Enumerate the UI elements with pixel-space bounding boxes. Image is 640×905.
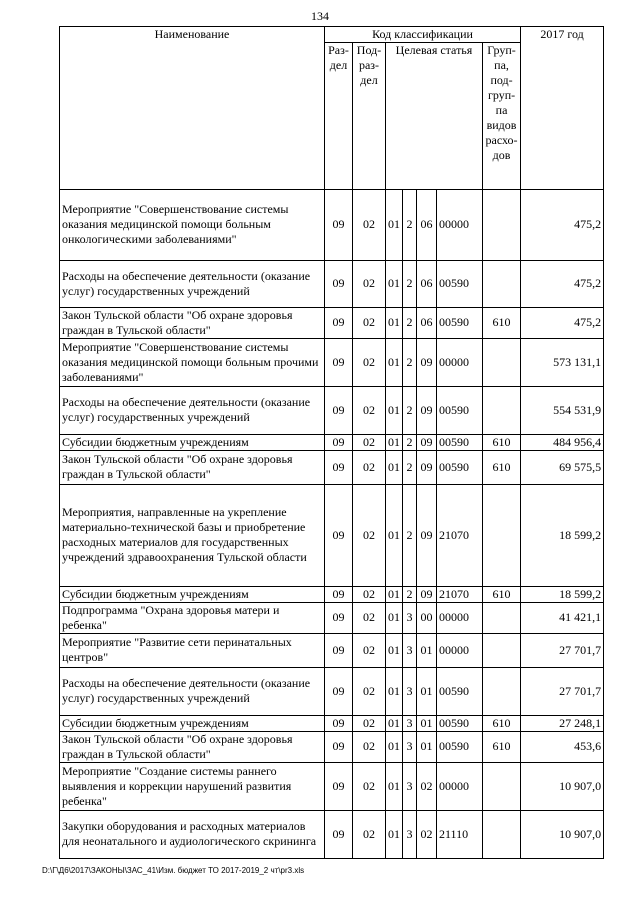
cell-podrazdel: 02 [353, 602, 386, 633]
cell-amount: 27 701,7 [521, 633, 604, 667]
cell-t4: 21070 [437, 586, 483, 602]
table-row [60, 434, 604, 450]
cell-t2: 3 [403, 602, 417, 633]
cell-t3: 09 [417, 338, 437, 386]
cell-podrazdel: 02 [353, 715, 386, 731]
cell-t1: 01 [386, 450, 403, 484]
cell-t4: 00000 [437, 602, 483, 633]
cell-amount: 27 701,7 [521, 667, 604, 715]
cell-t2: 3 [403, 731, 417, 762]
page-number: 134 [311, 9, 329, 23]
cell-razdel: 09 [325, 633, 353, 667]
cell-razdel: 09 [325, 484, 353, 586]
cell-t4: 00590 [437, 386, 483, 434]
cell-amount: 573 131,1 [521, 338, 604, 386]
cell-name: Субсидии бюджетным учреждениям [60, 434, 325, 450]
cell-t2: 3 [403, 762, 417, 810]
cell-name: Мероприятие "Создание системы раннего выявления и коррекции нарушений развития ребенка" [60, 762, 325, 810]
cell-group [483, 260, 521, 307]
header-row-1 [60, 27, 604, 43]
cell-group: 610 [483, 450, 521, 484]
table-row [60, 586, 604, 602]
cell-t1: 01 [386, 602, 403, 633]
cell-amount: 475,2 [521, 189, 604, 260]
cell-t4: 00590 [437, 260, 483, 307]
cell-t1: 01 [386, 715, 403, 731]
cell-t3: 09 [417, 386, 437, 434]
header-group: Груп- па, под- груп- па видов расхо- дов [483, 43, 521, 190]
cell-razdel: 09 [325, 450, 353, 484]
cell-amount: 18 599,2 [521, 484, 604, 586]
cell-t1: 01 [386, 633, 403, 667]
cell-name: Субсидии бюджетным учреждениям [60, 715, 325, 731]
table-row [60, 667, 604, 715]
cell-t2: 2 [403, 450, 417, 484]
cell-group: 610 [483, 715, 521, 731]
cell-amount: 69 575,5 [521, 450, 604, 484]
cell-podrazdel: 02 [353, 260, 386, 307]
cell-razdel: 09 [325, 386, 353, 434]
cell-t2: 2 [403, 386, 417, 434]
cell-group: 610 [483, 731, 521, 762]
table-row [60, 307, 604, 338]
cell-podrazdel: 02 [353, 386, 386, 434]
cell-name: Субсидии бюджетным учреждениям [60, 586, 325, 602]
cell-amount: 10 907,0 [521, 810, 604, 858]
cell-t3: 01 [417, 731, 437, 762]
cell-t1: 01 [386, 189, 403, 260]
header-podrazdel: Под- раз- дел [353, 43, 386, 190]
cell-name: Мероприятия, направленные на укрепление материально-технической базы и приобретение расходных материалов для государственных учреждений здравоохранения Тульской области [60, 484, 325, 586]
table-row [60, 338, 604, 386]
cell-amount: 41 421,1 [521, 602, 604, 633]
cell-t1: 01 [386, 810, 403, 858]
header-razdel: Раз- дел [325, 43, 353, 190]
cell-razdel: 09 [325, 189, 353, 260]
cell-t2: 2 [403, 189, 417, 260]
cell-razdel: 09 [325, 338, 353, 386]
table-row [60, 602, 604, 633]
cell-group [483, 602, 521, 633]
cell-t2: 2 [403, 484, 417, 586]
cell-podrazdel: 02 [353, 434, 386, 450]
cell-t3: 09 [417, 434, 437, 450]
header-year: 2017 год [521, 27, 604, 190]
cell-name: Закупки оборудования и расходных материалов для неонатального и аудиологического скрининга [60, 810, 325, 858]
table-row [60, 484, 604, 586]
cell-name: Расходы на обеспечение деятельности (оказание услуг) государственных учреждений [60, 667, 325, 715]
cell-t2: 2 [403, 434, 417, 450]
table-row [60, 386, 604, 434]
cell-t2: 3 [403, 633, 417, 667]
cell-podrazdel: 02 [353, 307, 386, 338]
header-code: Код классификации [325, 27, 521, 43]
cell-podrazdel: 02 [353, 810, 386, 858]
cell-t1: 01 [386, 667, 403, 715]
table-row [60, 260, 604, 307]
table-row [60, 731, 604, 762]
cell-t3: 02 [417, 810, 437, 858]
cell-amount: 453,6 [521, 731, 604, 762]
cell-amount: 10 907,0 [521, 762, 604, 810]
cell-group [483, 189, 521, 260]
cell-t2: 3 [403, 810, 417, 858]
cell-t3: 09 [417, 484, 437, 586]
cell-podrazdel: 02 [353, 338, 386, 386]
header-name: Наименование [60, 27, 325, 190]
cell-t4: 00000 [437, 762, 483, 810]
cell-t4: 00590 [437, 667, 483, 715]
cell-t1: 01 [386, 484, 403, 586]
cell-razdel: 09 [325, 434, 353, 450]
cell-name: Закон Тульской области "Об охране здоровья граждан в Тульской области" [60, 307, 325, 338]
cell-amount: 475,2 [521, 307, 604, 338]
cell-razdel: 09 [325, 667, 353, 715]
cell-podrazdel: 02 [353, 484, 386, 586]
cell-t3: 00 [417, 602, 437, 633]
cell-podrazdel: 02 [353, 731, 386, 762]
budget-table [59, 26, 604, 859]
table-row [60, 189, 604, 260]
cell-name: Мероприятие "Развитие сети перинатальных центров" [60, 633, 325, 667]
cell-t3: 06 [417, 307, 437, 338]
cell-name: Расходы на обеспечение деятельности (оказание услуг) государственных учреждений [60, 386, 325, 434]
cell-amount: 475,2 [521, 260, 604, 307]
cell-t1: 01 [386, 386, 403, 434]
cell-t3: 06 [417, 189, 437, 260]
cell-podrazdel: 02 [353, 762, 386, 810]
cell-name: Мероприятие "Совершенствование системы оказания медицинской помощи больным прочими заболеваниями" [60, 338, 325, 386]
cell-t1: 01 [386, 338, 403, 386]
table-row [60, 633, 604, 667]
cell-t3: 09 [417, 450, 437, 484]
cell-t4: 00590 [437, 715, 483, 731]
cell-group [483, 810, 521, 858]
cell-t1: 01 [386, 731, 403, 762]
cell-group [483, 762, 521, 810]
cell-t3: 01 [417, 715, 437, 731]
cell-t1: 01 [386, 762, 403, 810]
cell-t1: 01 [386, 307, 403, 338]
cell-group [483, 338, 521, 386]
cell-group: 610 [483, 434, 521, 450]
cell-amount: 18 599,2 [521, 586, 604, 602]
cell-razdel: 09 [325, 731, 353, 762]
cell-t1: 01 [386, 586, 403, 602]
header-target-space [386, 58, 483, 189]
cell-group [483, 633, 521, 667]
cell-group: 610 [483, 586, 521, 602]
cell-t4: 00590 [437, 434, 483, 450]
cell-name: Закон Тульской области "Об охране здоровья граждан в Тульской области" [60, 731, 325, 762]
cell-t4: 00590 [437, 731, 483, 762]
cell-podrazdel: 02 [353, 667, 386, 715]
cell-razdel: 09 [325, 586, 353, 602]
cell-t4: 00000 [437, 189, 483, 260]
cell-t4: 21070 [437, 484, 483, 586]
cell-t4: 21110 [437, 810, 483, 858]
cell-t1: 01 [386, 434, 403, 450]
cell-t2: 3 [403, 715, 417, 731]
cell-t3: 06 [417, 260, 437, 307]
cell-t2: 2 [403, 586, 417, 602]
table-row [60, 810, 604, 858]
cell-t3: 01 [417, 667, 437, 715]
cell-group [483, 484, 521, 586]
cell-t4: 00000 [437, 338, 483, 386]
cell-t3: 09 [417, 586, 437, 602]
cell-podrazdel: 02 [353, 633, 386, 667]
cell-t2: 2 [403, 307, 417, 338]
cell-t4: 00590 [437, 450, 483, 484]
cell-t2: 2 [403, 338, 417, 386]
budget-rows [60, 189, 604, 858]
cell-t4: 00590 [437, 307, 483, 338]
cell-t3: 02 [417, 762, 437, 810]
cell-name: Закон Тульской области "Об охране здоровья граждан в Тульской области" [60, 450, 325, 484]
cell-podrazdel: 02 [353, 586, 386, 602]
cell-razdel: 09 [325, 762, 353, 810]
cell-t2: 3 [403, 667, 417, 715]
file-path-footer: D:\Г\Д6\2017\ЗАКОНЫ\ЗАС_41\Изм. бюджет ТО 2017-2019_2 чт\pr3.xls [42, 866, 305, 875]
cell-group [483, 667, 521, 715]
cell-t2: 2 [403, 260, 417, 307]
cell-razdel: 09 [325, 260, 353, 307]
cell-name: Мероприятие "Совершенствование системы оказания медицинской помощи больным онкологическими заболеваниями" [60, 189, 325, 260]
cell-amount: 484 956,4 [521, 434, 604, 450]
cell-name: Подпрограмма "Охрана здоровья матери и ребенка" [60, 602, 325, 633]
cell-podrazdel: 02 [353, 189, 386, 260]
cell-podrazdel: 02 [353, 450, 386, 484]
cell-t1: 01 [386, 260, 403, 307]
cell-t3: 01 [417, 633, 437, 667]
cell-razdel: 09 [325, 810, 353, 858]
cell-razdel: 09 [325, 307, 353, 338]
table-row [60, 450, 604, 484]
cell-amount: 27 248,1 [521, 715, 604, 731]
cell-group [483, 386, 521, 434]
cell-razdel: 09 [325, 602, 353, 633]
header-target: Целевая статья [386, 43, 483, 59]
cell-name: Расходы на обеспечение деятельности (оказание услуг) государственных учреждений [60, 260, 325, 307]
cell-amount: 554 531,9 [521, 386, 604, 434]
cell-t4: 00000 [437, 633, 483, 667]
table-row [60, 715, 604, 731]
cell-razdel: 09 [325, 715, 353, 731]
cell-group: 610 [483, 307, 521, 338]
table-row [60, 762, 604, 810]
